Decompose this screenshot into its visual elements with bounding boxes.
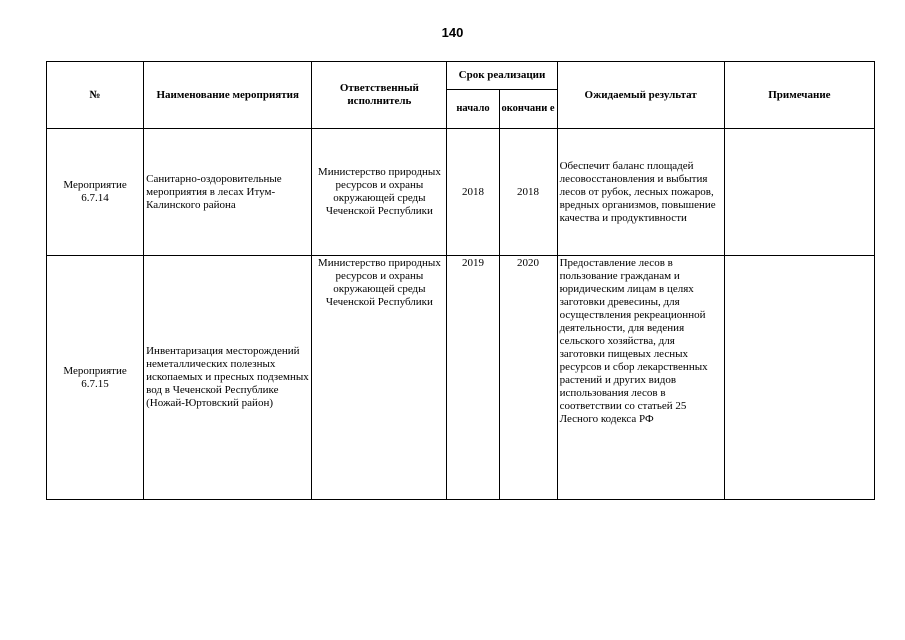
header-activity-name: Наименование мероприятия (144, 62, 312, 129)
table-row (47, 129, 875, 256)
header-expected-result: Ожидаемый результат (557, 62, 724, 129)
header-end: окончани е (499, 90, 557, 129)
header-responsible: Ответственный исполнитель (312, 62, 447, 129)
header-note: Примечание (724, 62, 874, 129)
cell-expected-result: Предоставление лесов в пользование гражданам и юридическим лицам в целях заготовки древесины, для осуществления рекреационной деятельности, для ведения сельского хозяйства, для заготовки пищевых лесных ресурсов и сбор лекарственных растений и других видов использования лесов в соответствии со статьей 25 Лесного кодекса РФ (557, 256, 724, 500)
cell-number: Мероприятие 6.7.14 (47, 129, 144, 256)
cell-activity-name: Инвентаризация месторождений неметаллических полезных ископаемых и пресных подземных вод в Чеченской Республике (Ножай-Юртовский район) (144, 256, 312, 500)
header-number: № (47, 62, 144, 129)
cell-responsible: Министерство природных ресурсов и охраны окружающей среды Чеченской Республики (312, 129, 447, 256)
cell-expected-result: Обеспечит баланс площадей лесовосстановления и выбытия лесов от рубок, лесных пожаров, вредных организмов, повышение качества и продуктивности (557, 129, 724, 256)
activities-table (46, 61, 875, 500)
cell-number: Мероприятие 6.7.15 (47, 256, 144, 500)
cell-note (724, 129, 874, 256)
table-row (47, 256, 875, 500)
header-period: Срок реализации (447, 62, 557, 90)
cell-start: 2019 (447, 256, 499, 500)
header-start: начало (447, 90, 499, 129)
cell-end: 2018 (499, 129, 557, 256)
cell-activity-name: Санитарно-оздоровительные мероприятия в лесах Итум-Калинского района (144, 129, 312, 256)
page-number: 140 (441, 25, 464, 40)
cell-end: 2020 (499, 256, 557, 500)
cell-note (724, 256, 874, 500)
cell-responsible: Министерство природных ресурсов и охраны окружающей среды Чеченской Республики (312, 256, 447, 500)
cell-start: 2018 (447, 129, 499, 256)
